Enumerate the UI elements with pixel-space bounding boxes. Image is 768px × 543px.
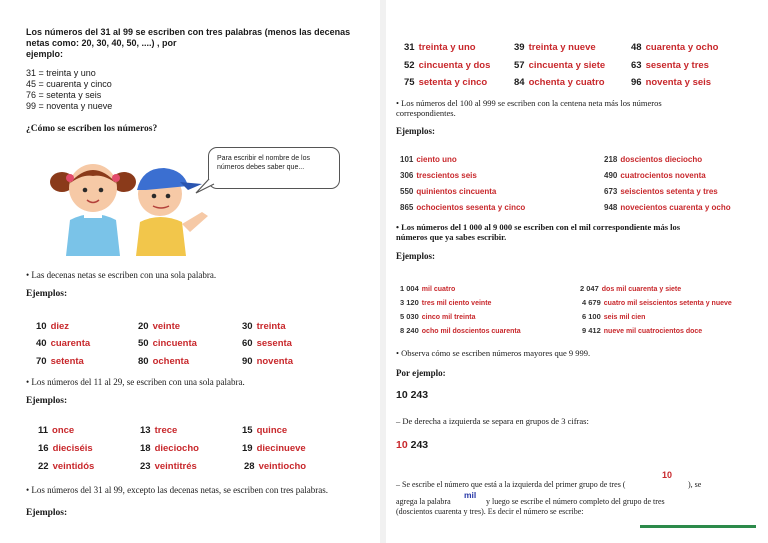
inline-mil-label: mil xyxy=(464,490,477,500)
example-line: 99 = noventa y nueve xyxy=(26,101,113,111)
observa-text: • Observa cómo se escriben números mayores que 9 999. xyxy=(396,348,591,358)
final-instruction-line-3: (doscientos cuarenta y tres). Es decir el número se escribe: xyxy=(396,507,584,516)
teens-item: 13 trece xyxy=(140,425,178,436)
teens-item: 16 dieciséis xyxy=(38,443,93,454)
girl-hair-tie xyxy=(112,174,120,182)
thousands-item: 8 240 ocho mil doscientos cuarenta xyxy=(400,326,521,335)
rule-teens: • Los números del 11 al 29, se escriben con una sola palabra. xyxy=(26,377,245,387)
teens-item: 19 diecinueve xyxy=(242,443,306,454)
boy-cap xyxy=(137,168,188,190)
teens-item: 23 veintitrés xyxy=(140,461,197,472)
tens-item: 60 sesenta xyxy=(242,338,292,349)
final-instruction-line-1: – Se escribe el número que está a la izquierda del primer grupo de tres ( xyxy=(396,480,626,489)
intro-line-1: Los números del 31 al 99 se escriben con tres palabras (menos las decenas xyxy=(26,27,351,37)
ejemplos-label: Ejemplos: xyxy=(26,289,68,299)
intro-line-3: ejemplo: xyxy=(26,49,64,59)
example-line: 76 = setenta y seis xyxy=(26,90,102,100)
girl-hair-tie xyxy=(66,174,74,182)
thousands-item: 1 004 mil cuatro xyxy=(400,284,456,293)
rule-tens: • Las decenas netas se escriben con una sola palabra. xyxy=(26,270,217,280)
rule-thousands: • Los números del 1 000 al 9 000 se escriben con el mil correspondiente más los xyxy=(396,222,681,232)
three-word-item: 31 treinta y uno xyxy=(404,42,476,53)
teens-item: 22 veintidós xyxy=(38,461,95,472)
speech-bubble-tail xyxy=(194,178,216,196)
rule-three-words: • Los números del 31 al 99, excepto las decenas netas, se escriben con tres palabras. xyxy=(26,485,329,495)
teens-item: 11 once xyxy=(38,425,75,436)
three-word-item: 84 ochenta y cuatro xyxy=(514,77,605,88)
tens-item: 90 noventa xyxy=(242,356,294,367)
thousands-item: 4 679 cuatro mil seiscientos setenta y nueve xyxy=(582,298,732,307)
hundreds-item: 673 seiscientos setenta y tres xyxy=(604,187,718,196)
inline-ten-label: 10 xyxy=(662,470,673,480)
section-question: ¿Cómo se escriben los números? xyxy=(26,124,158,134)
three-word-item: 39 treinta y nueve xyxy=(514,42,596,53)
ejemplos-label: Ejemplos: xyxy=(26,508,68,518)
derecha-instruction: – De derecha a izquierda se separa en grupos de 3 cifras: xyxy=(396,416,589,426)
boy-shirt xyxy=(136,217,186,256)
example-line: 31 = treinta y uno xyxy=(26,68,96,78)
hundreds-item: 550 quinientos cincuenta xyxy=(400,187,497,196)
final-instruction-line-2-start: agrega la palabra xyxy=(396,497,451,506)
thousands-item: 3 120 tres mil ciento veinte xyxy=(400,298,492,307)
speech-bubble xyxy=(208,147,340,189)
thousands-item: 6 100 seis mil cien xyxy=(582,312,646,321)
thousands-item: 2 047 dos mil cuarenta y siete xyxy=(580,284,682,293)
three-word-item: 63 sesenta y tres xyxy=(631,60,709,71)
teens-item: 28 veintiocho xyxy=(244,461,307,472)
hundreds-item: 490 cuatrocientos noventa xyxy=(604,171,706,180)
tens-item: 70 setenta xyxy=(36,356,84,367)
three-word-item: 75 setenta y cinco xyxy=(404,77,488,88)
hundreds-item: 218 doscientos dieciocho xyxy=(604,155,703,164)
teens-item: 18 dieciocho xyxy=(140,443,199,454)
boy-pointing-hand xyxy=(182,212,208,232)
thousands-item: 9 412 nueve mil cuatrocientos doce xyxy=(582,326,703,335)
teens-item: 15 quince xyxy=(242,425,288,436)
rule-thousands-cont: números que ya sabes escribir. xyxy=(396,232,507,242)
tens-item: 30 treinta xyxy=(242,321,286,332)
final-instruction-line-1-end: ), se xyxy=(688,480,702,489)
tens-item: 40 cuarenta xyxy=(36,338,91,349)
right-page xyxy=(386,0,768,543)
ejemplos-label: Ejemplos: xyxy=(26,396,68,406)
speech-bubble-text: Para escribir el nombre de los números debes saber que... xyxy=(217,155,310,171)
hundreds-item: 948 novecientos cuarenta y ocho xyxy=(604,203,731,212)
ejemplos-label: Ejemplos: xyxy=(396,126,435,136)
big-number-example: 10 243 xyxy=(396,389,429,401)
hundreds-item: 306 trescientos seis xyxy=(400,171,477,180)
rule-hundreds: • Los números del 100 al 999 se escriben con la centena neta más los números xyxy=(396,98,662,108)
tens-item: 50 cincuenta xyxy=(138,338,197,349)
three-word-item: 96 noventa y seis xyxy=(631,77,712,88)
three-word-item: 57 cincuenta y siete xyxy=(514,60,606,71)
hundreds-item: 865 ochocientos sesenta y cinco xyxy=(400,203,526,212)
three-word-item: 52 cincuenta y dos xyxy=(404,60,491,71)
big-number-grouped: 10 243 xyxy=(396,439,429,451)
hundreds-item: 101 ciento uno xyxy=(400,155,457,164)
girl-shirt xyxy=(66,214,120,256)
thousands-item: 5 030 cinco mil treinta xyxy=(400,312,476,321)
por-ejemplo-label: Por ejemplo: xyxy=(396,368,446,378)
three-word-item: 48 cuarenta y ocho xyxy=(631,42,719,53)
left-page xyxy=(0,0,380,543)
intro-line-2: netas como: 20, 30, 40, 50, ....) , por xyxy=(26,38,177,48)
tens-item: 10 diez xyxy=(36,321,70,332)
children-illustration xyxy=(42,160,214,256)
tens-item: 20 veinte xyxy=(138,321,181,332)
green-accent-bar xyxy=(640,525,756,528)
rule-hundreds-cont: correspondientes. xyxy=(396,108,456,118)
example-line: 45 = cuarenta y cinco xyxy=(26,79,112,89)
final-instruction-line-2-end: y luego se escribe el número completo del grupo de tres xyxy=(486,497,665,506)
ejemplos-label: Ejemplos: xyxy=(396,251,435,261)
tens-item: 80 ochenta xyxy=(138,356,190,367)
